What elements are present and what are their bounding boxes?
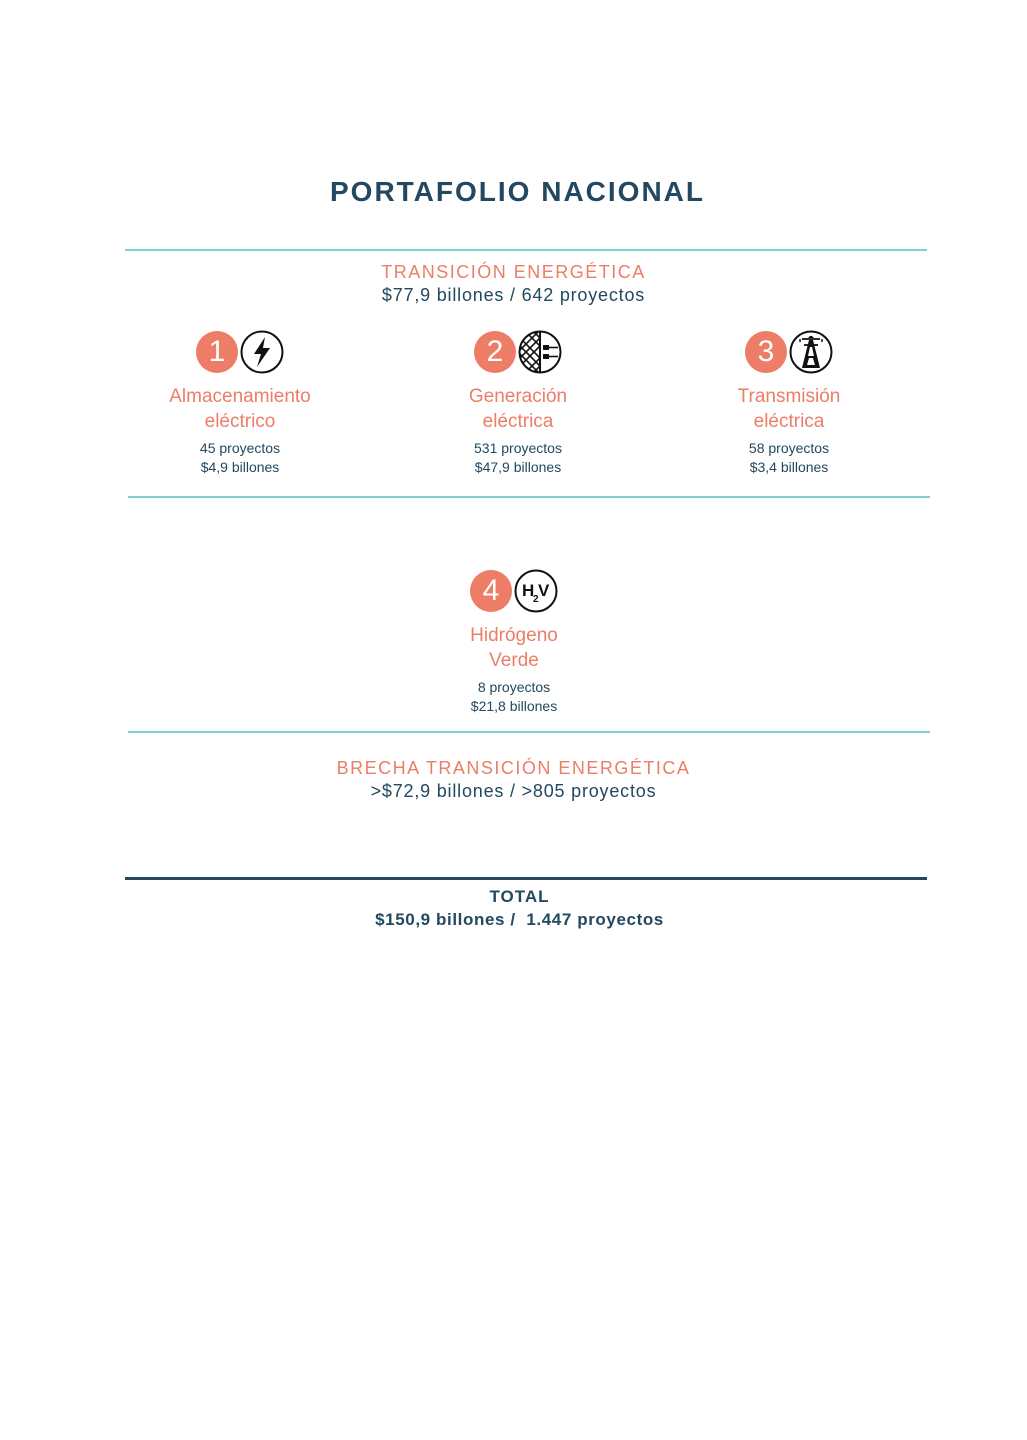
category-amount: $21,8 billones: [470, 698, 558, 714]
transicion-summary: $77,9 billones / 642 proyectos: [381, 285, 646, 305]
category-projects: 58 proyectos: [748, 440, 830, 456]
category-name-line1: Hidrógeno: [470, 625, 558, 646]
category-projects: 8 proyectos: [477, 679, 551, 695]
category-number-badge: 2: [474, 331, 516, 373]
category-card-generacion: [388, 328, 648, 477]
total-summary: $150,9 billones / 1.447 proyectos: [375, 910, 664, 929]
brecha-summary: >$72,9 billones / >805 proyectos: [370, 781, 657, 801]
category-card-transmision: [659, 328, 919, 477]
h2v-icon-letter-v: V: [538, 581, 550, 600]
category-name-line1: Generación: [468, 386, 568, 407]
category-projects: 45 proyectos: [199, 440, 281, 456]
category-name-line2: eléctrica: [482, 411, 554, 432]
h2v-icon-subscript: 2: [533, 594, 539, 605]
category-amount: $3,4 billones: [749, 459, 829, 475]
category-card-hidrogeno: [384, 567, 644, 716]
transmission-tower-icon: [789, 330, 833, 374]
category-amount: $47,9 billones: [474, 459, 562, 475]
lightning-bolt-icon: [240, 330, 284, 374]
category-name-line1: Transmisión: [737, 386, 841, 407]
category-amount: $4,9 billones: [200, 459, 280, 475]
divider-middle: [128, 496, 930, 498]
category-number-badge: 4: [470, 570, 512, 612]
brecha-heading: BRECHA TRANSICIÓN ENERGÉTICA: [336, 758, 691, 778]
divider-total: [125, 877, 927, 880]
divider-top: [125, 249, 927, 251]
category-name-line2: eléctrica: [753, 411, 825, 432]
transicion-heading: TRANSICIÓN ENERGÉTICA: [381, 262, 646, 282]
category-name-line2: Verde: [489, 650, 539, 671]
h2v-hydrogen-icon: [514, 569, 558, 613]
page-title: PORTAFOLIO NACIONAL: [329, 176, 705, 207]
category-projects: 531 proyectos: [474, 440, 562, 456]
category-number-badge: 3: [745, 331, 787, 373]
category-name-line2: eléctrico: [204, 411, 276, 432]
category-card-almacenamiento: [110, 328, 370, 477]
h2v-icon-letter-h: H: [522, 581, 535, 600]
category-name-line1: Almacenamiento: [169, 386, 311, 407]
category-number-badge: 1: [196, 331, 238, 373]
solar-panel-plug-icon: [518, 330, 562, 374]
divider-lower: [128, 731, 930, 733]
total-heading: TOTAL: [489, 887, 550, 906]
